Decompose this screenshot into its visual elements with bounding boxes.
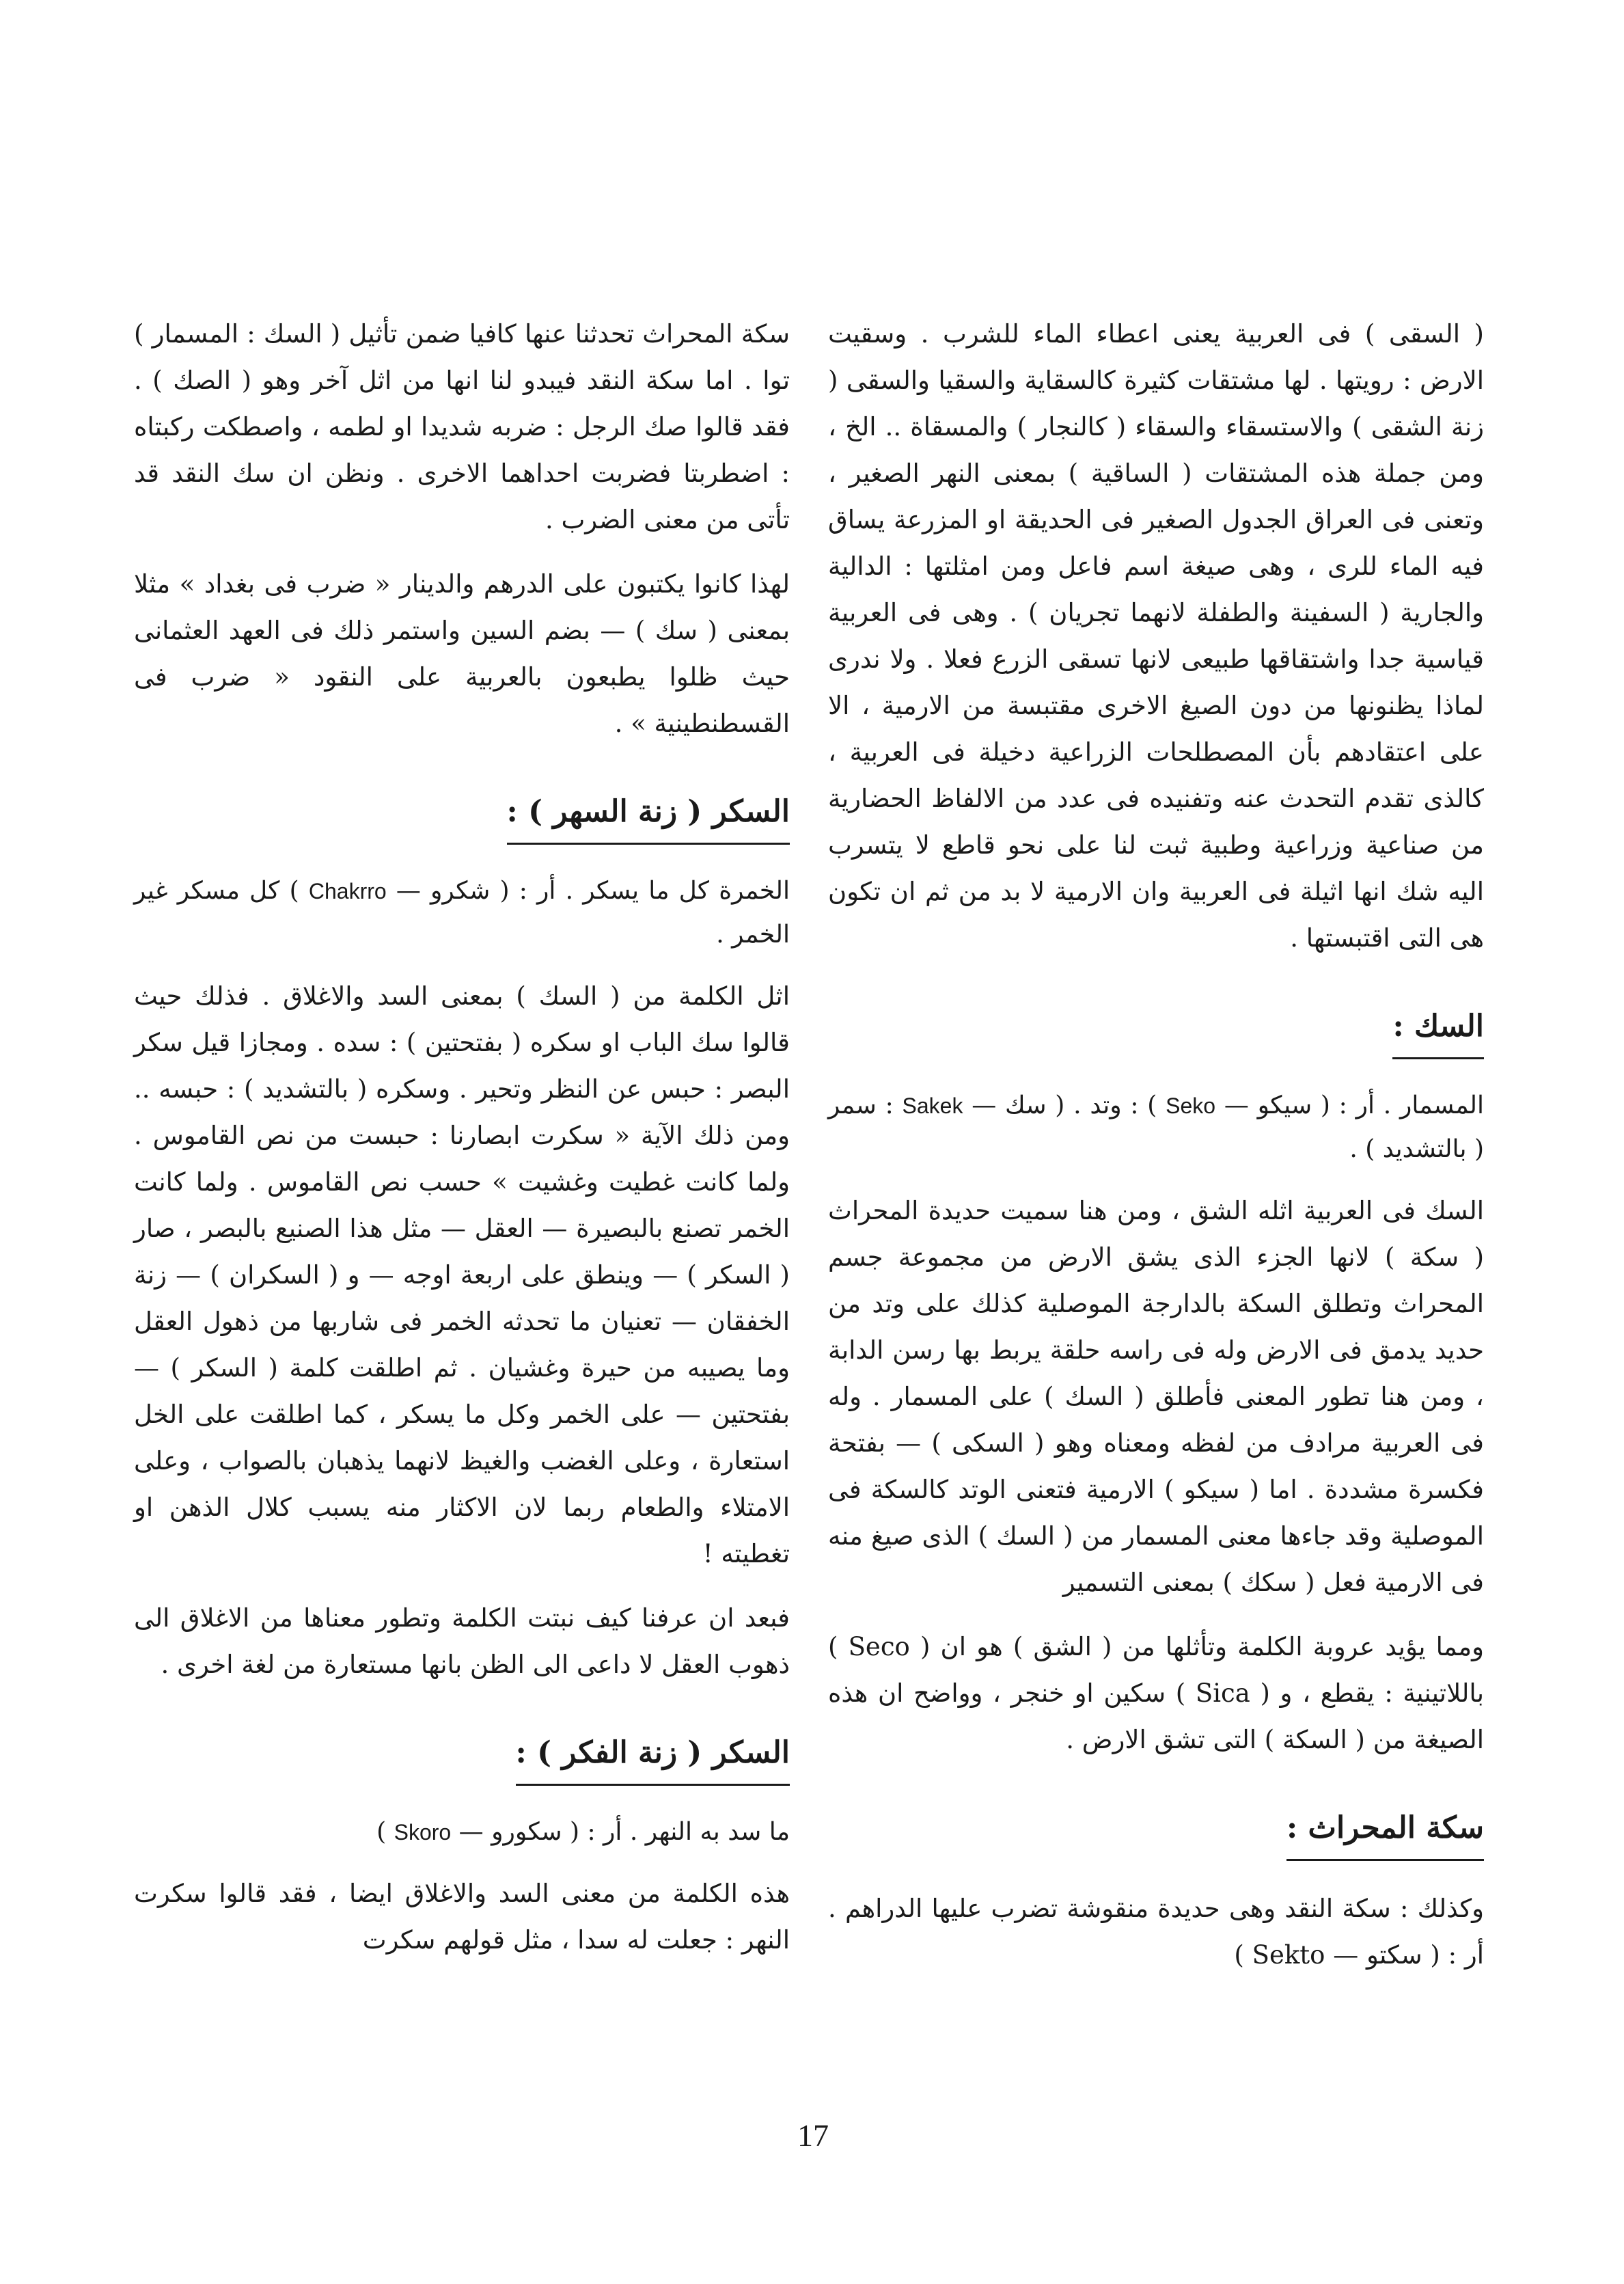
right-column <box>828 311 1484 1996</box>
paragraph-sak-origin: السك فى العربية اثله الشق ، ومن هنا سميت حديدة المحراث ( سكة ) لانها الجزء الذى يشق الارض من مجموعة جسم المحراث وتطلق السكة بالدارجة الموصلية كذلك على وتد من حديد يدمق فى الارض وله فى راسه حلقة يربط بها رسن الدابة ، ومن هنا تطور المعنى فأطلق ( السك ) على المسمار . وله فى العربية مرادف من لفظه ومعناه وهو ( السكى ) — بفتحة فكسرة مشددة . اما ( سيكو ) الارمية فتعنى الوتد كالسكة فى الموصلية وقد جاءها معنى المسمار من ( السك ) الذى صيغ منه فى الارمية فعل ( سكك ) بمعنى التسمير <box>828 1196 1484 1597</box>
etymology-sikr-arabic-2: ) <box>376 1818 387 1846</box>
etymology-sakar-arabic-1: الخمرة كل ما يسكر . أر : ( شكرو — <box>396 877 790 905</box>
paragraph-sak-latin <box>828 1624 1484 1763</box>
paragraph-sikkat-naqd-b: ) <box>1234 1940 1244 1970</box>
paragraph-sikka-coin: سكة المحراث تحدثنا عنها كافيا ضمن تأثيل ( السك : المسمار ) توا . اما سكة النقد فيبدو لنا انها من اثل آخر وهو ( الصك ) . فقد قالوا صك الرجل : ضربه شديدا او لطمه ، واصطكت ركبتاه : اضطربتا فضربت احداهما الاخرى . ونظن ان سك النقد قد تأتى من معنى الضرب . <box>134 319 790 534</box>
etymology-sakar-latin: Chakrro <box>308 879 387 903</box>
etymology-sakar <box>134 869 790 957</box>
paragraph-sikkat-naqd-a: وكذلك : سكة النقد وهى حديدة منقوشة تضرب عليها الدراهم . أر : ( سكتو — <box>828 1894 1484 1970</box>
latin-seco: Seco <box>848 1632 910 1661</box>
paragraph-sakar-conclusion: فبعد ان عرفنا كيف نبتت الكلمة وتطور معناها من الاغلاق الى ذهوب العقل لا داعى الى الظن بانها مستعارة من لغة اخرى . <box>134 1603 790 1679</box>
paragraph-sak-latin-a: ومما يؤيد عروبة الكلمة وتأثلها من ( الشق ) هو ان ( <box>920 1632 1484 1661</box>
paragraph-sikr: هذه الكلمة من معنى السد والاغلاق ايضا ، فقد قالوا سكرت النهر : جعلت له سدا ، مثل قولهم سكرت <box>134 1879 790 1955</box>
etymology-sak-latin-seko: Seko <box>1166 1093 1216 1118</box>
latin-sekto: Sekto <box>1252 1940 1325 1970</box>
heading-wrap-sikkat-al-mihrath <box>828 1781 1484 1886</box>
etymology-sak <box>828 1084 1484 1171</box>
heading-wrap-sikr <box>134 1706 790 1810</box>
heading-sakar: السكر ( زنة السهر ) : <box>507 785 790 845</box>
paragraph-sikkat-naqd <box>828 1886 1484 1979</box>
left-column <box>134 311 790 1981</box>
heading-sikkat-al-mihrath: سكة المحراث : <box>1286 1802 1484 1861</box>
etymology-sak-arabic-2: ) : وتد . ( سك — <box>972 1091 1157 1119</box>
etymology-sakar-arabic-2: ) كل مسكر غير الخمر . <box>134 877 790 949</box>
paragraph-sak-latin-b: ) باللاتينية : يقطع ، و ( <box>828 1632 1485 1708</box>
etymology-sak-latin-sakek: Sakek <box>902 1093 963 1118</box>
etymology-sak-arabic-1: المسمار . أر : ( سيكو — <box>1224 1091 1485 1119</box>
heading-wrap-sakar <box>134 765 790 869</box>
etymology-sak-arabic-3: : سمر ( بالتشديد ) . <box>828 1091 1484 1163</box>
etymology-sikr <box>134 1810 790 1854</box>
page-number: 17 <box>797 2118 829 2153</box>
paragraph-darb: لهذا كانوا يكتبون على الدرهم والدينار « ضرب فى بغداد » مثلا بمعنى ( سك ) — بضم السين واستمر ذلك فى العهد العثمانى حيث ظلوا يطبعون بالعربية على النقود « ضرب فى القسطنطينية » . <box>134 569 790 738</box>
paragraph-sak-latin-c: ) سكين او خنجر ، وواضح ان هذه الصيغة من ( السكة ) التى تشق الارض . <box>828 1678 1484 1754</box>
paragraph-saqi: ( السقى ) فى العربية يعنى اعطاء الماء للشرب . وسقيت الارض : رويتها . لها مشتقات كثيرة كالسقاية والسقيا والسقى ( زنة الشقى ) والاستسقاء والسقاء ( كالنجار ) والمسقاة .. الخ ، ومن جملة هذه المشتقات ( الساقية ) بمعنى النهر الصغير ، وتعنى فى العراق الجدول الصغير فى الحديقة او المزرعة يساق فيه الماء للرى ، وهى صيغة اسم فاعل ومن امثلتها : الدالية والجارية ( السفينة والطفلة لانهما تجريان ) . وهى فى العربية قياسية جدا واشتقاقها طبيعى لانها تسقى الزرع فعلا . ولا ندرى لماذا يظنونها من دون الصيغ الاخرى مقتبسة من الارمية ، الا على اعتقادهم بأن المصطلحات الزراعية دخيلة فى العربية ، كالذى تقدم التحدث عنه وتفنيده فى عدد من الالفاظ الحضارية من صناعية وزراعية وطبية ثبت لنا على نحو قاطع لا يتسرب اليه شك انها اثيلة فى العربية وان الارمية لا بد من ثم ان تكون هى التى اقتبستها . <box>828 319 1484 953</box>
heading-sak: السك : <box>1392 1000 1484 1059</box>
heading-sikr: السكر ( زنة الفكر ) : <box>516 1726 790 1786</box>
etymology-sikr-latin: Skoro <box>394 1820 452 1845</box>
heading-wrap-sak <box>828 979 1484 1084</box>
latin-sica: Sica <box>1195 1678 1250 1708</box>
paragraph-sakar-origin: اثل الكلمة من ( السك ) بمعنى السد والاغلاق . فذلك حيث قالوا سك الباب او سكره ( بفتحتين ) : سده . ومجازا قيل سكر البصر : حبس عن النظر وتحير . وسكره ( بالتشديد ) : حبسه .. ومن ذلك الآية « سكرت ابصارنا : حبست من نص القاموس . ولما كانت غطيت وغشيت » حسب نص القاموس . ولما كانت الخمر تصنع بالبصيرة — العقل — مثل هذا الصنيع بالبصر ، صار ( السكر ) — وينطق على اربعة اوجه — و ( السكران ) — زنة الخفقان — تعنيان ما تحدثه الخمر فى شاربها من ذهول العقل وما يصيبه من حيرة وغشيان . ثم اطلقت كلمة ( السكر ) — بفتحتين — على الخمر وكل ما يسكر ، كما اطلقت على الخل استعارة ، وعلى الغضب والغيظ لانهما يذهبان بالصواب ، وعلى الامتلاء والطعام ربما لان الاكثار منه يسبب كلال الذهن او تغطيته ! <box>134 981 790 1568</box>
etymology-sikr-arabic-1: ما سد به النهر . أر : ( سكورو — <box>458 1818 790 1846</box>
